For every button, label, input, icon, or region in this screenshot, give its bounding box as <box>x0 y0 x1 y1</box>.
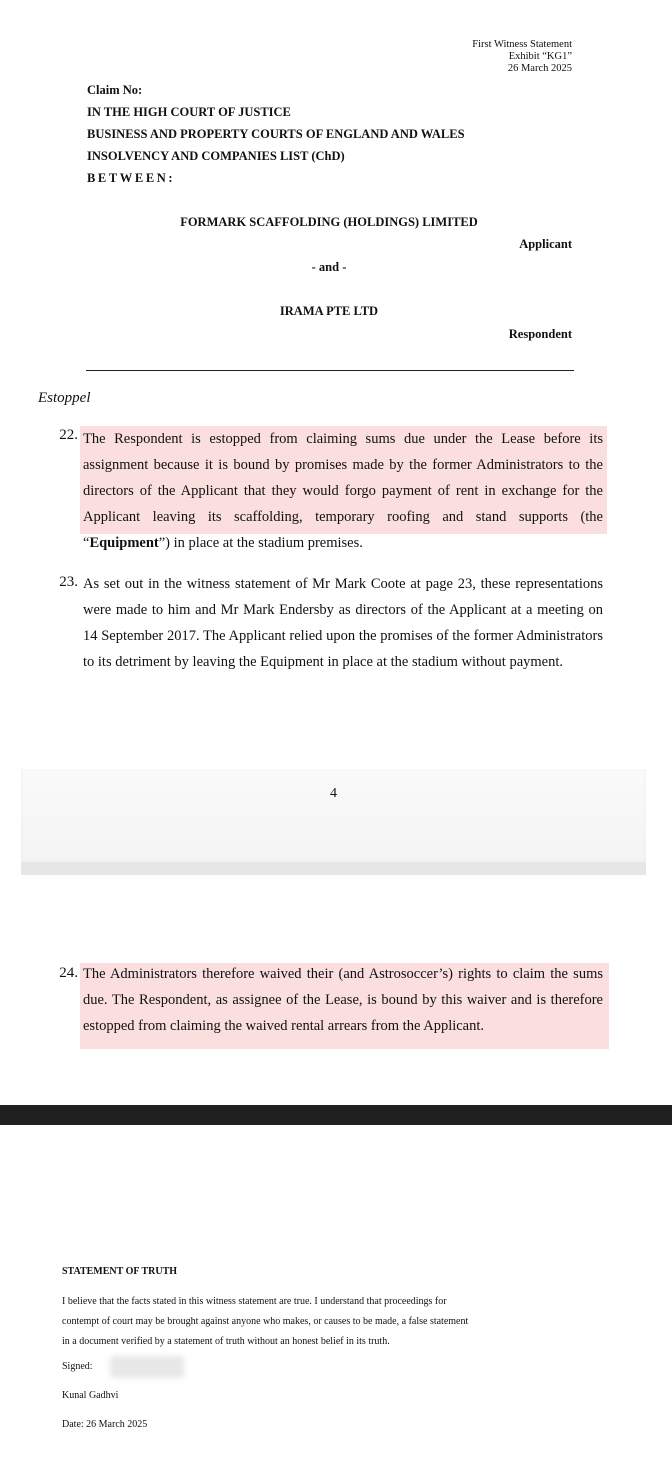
applicant-role: Applicant <box>519 237 572 251</box>
paragraph-number-24: 24. <box>59 965 78 981</box>
signed-label: Signed: <box>62 1361 93 1372</box>
paragraph-22-defined-term: Equipment <box>89 535 159 551</box>
paragraph-23: As set out in the witness statement of Mr Mark Coote at page 23, these representations were made to him and Mr Mark Endersby as directors of the Applicant at a meeting on 14 September 2017. The Applicant relied upon the promises of the former Administrators to its detriment by leaving the Equipment in place at the stadium without payment. <box>83 576 603 670</box>
court-block <box>87 79 465 189</box>
court-list: INSOLVENCY AND COMPANIES LIST (ChD) <box>87 149 345 163</box>
respondent-role: Respondent <box>508 327 572 341</box>
sot-heading: STATEMENT OF TRUTH <box>62 1266 178 1277</box>
claim-no: Claim No: <box>87 83 143 97</box>
sot-date: Date: 26 March 2025 <box>62 1419 148 1430</box>
divider-rule <box>86 370 574 371</box>
header-line-1: First Witness Statement <box>472 39 572 50</box>
paragraph-number-23: 23. <box>59 574 78 590</box>
paragraph-22-text-b: ”) in place at the stadium premises. <box>158 535 363 551</box>
paragraph-22 <box>83 426 603 556</box>
applicant-name: FORMARK SCAFFOLDING (HOLDINGS) LIMITED <box>180 215 478 229</box>
page-number: 4 <box>330 786 337 801</box>
between-label: BETWEEN: <box>87 171 176 185</box>
and-separator: - and - <box>311 260 347 274</box>
section-heading: Estoppel <box>38 390 91 406</box>
page-footer-edge <box>21 862 646 875</box>
court-division: BUSINESS AND PROPERTY COURTS OF ENGLAND AND WALES <box>87 127 465 141</box>
header-line-3: 26 March 2025 <box>507 63 572 74</box>
paragraph-24: The Administrators therefore waived their (and Astrosoccer’s) rights to claim the sums due. The Respondent, as assignee of the Lease, is bound by this waiver and is therefore estopped from claiming the waived rental arrears from the Applicant. <box>83 966 603 1034</box>
page-separator-band <box>0 1105 672 1125</box>
respondent-name: IRAMA PTE LTD <box>279 304 379 318</box>
redacted-signature <box>110 1356 184 1378</box>
page-footer <box>21 769 646 865</box>
court-name: IN THE HIGH COURT OF JUSTICE <box>87 105 291 119</box>
paragraph-number-22: 22. <box>59 427 78 443</box>
header-line-2: Exhibit “KG1” <box>508 51 572 62</box>
signatory-name: Kunal Gadhvi <box>62 1390 119 1401</box>
sot-body: I believe that the facts stated in this witness statement are true. I understand that proceedings for contempt of court may be brought against anyone who makes, or causes to be made, a false statement in a document verified by a statement of truth without an honest belief in its truth. <box>62 1296 469 1347</box>
paragraph-22-text-a: The Respondent is estopped from claiming sums due under the Lease before its assignment because it is bound by promises made by the former Administrators to the directors of the Applicant that they would forgo payment of rent in exchange for the Applicant leaving its scaffolding, temporary roofing and stand supports (the “ <box>83 431 603 551</box>
statement-header <box>472 39 572 75</box>
